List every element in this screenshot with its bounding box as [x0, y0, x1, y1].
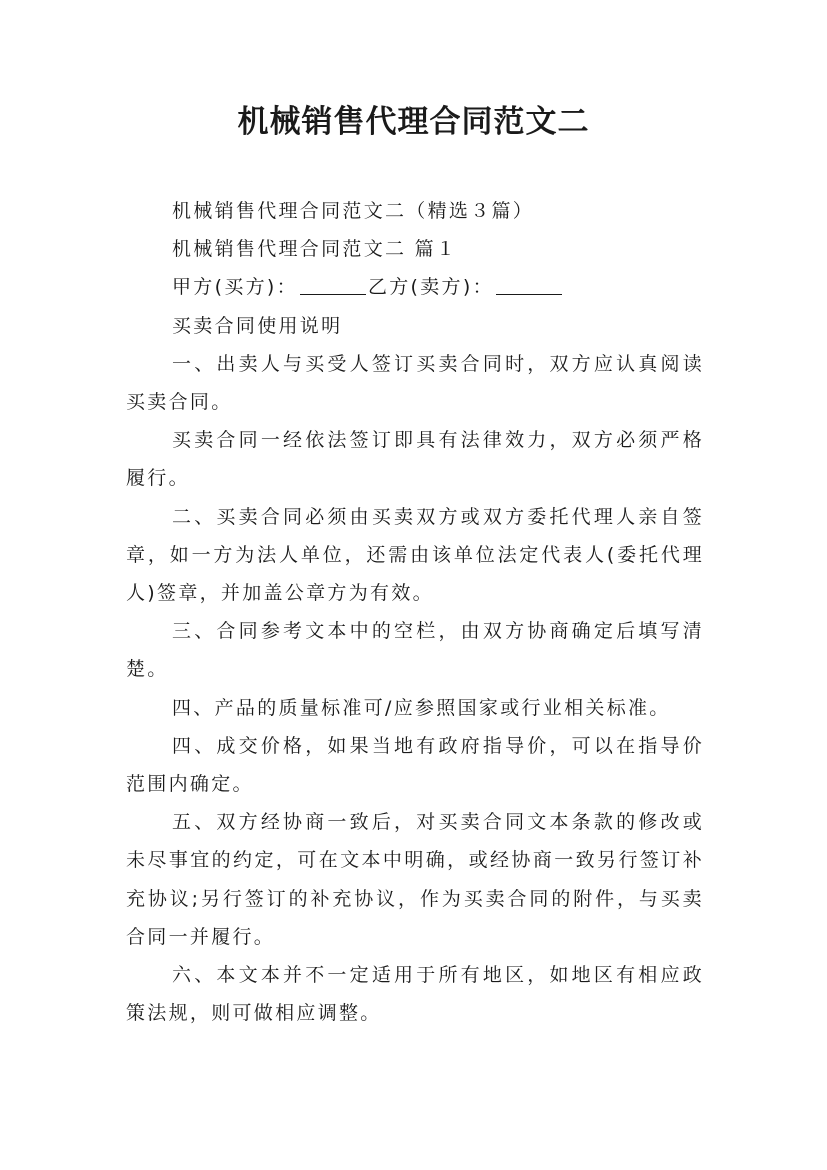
- paragraph-3: 二、买卖合同必须由买卖双方或双方委托代理人亲自签章，如一方为法人单位，还需由该单位法定代表人(委托代理人)签章，并加盖公章方为有效。: [126, 505, 704, 605]
- section-heading: 机械销售代理合同范文二 篇１: [172, 238, 458, 261]
- document-body: [126, 192, 704, 1032]
- paragraph-2: 买卖合同一经依法签订即具有法律效力，双方必须严格履行。: [126, 429, 704, 490]
- paragraph-7: 五、双方经协商一致后，对买卖合同文本条款的修改或未尽事宜的约定，可在文本中明确，或经协商一致另行签订补充协议;另行签订的补充协议，作为买卖合同的附件，与买卖合同一并履行。: [126, 811, 704, 948]
- paragraph-4: 三、合同参考文本中的空栏，由双方协商确定后填写清楚。: [126, 620, 704, 681]
- party-b-blank: [496, 276, 562, 295]
- party-b-label: 乙方(卖方)：: [367, 276, 494, 299]
- usage-heading: 买卖合同使用说明: [172, 314, 343, 337]
- party-a-blank: [300, 276, 366, 295]
- paragraph-1: 一、出卖人与买受人签订买卖合同时，双方应认真阅读买卖合同。: [126, 352, 704, 414]
- party-a-label: 甲方(买方)：: [172, 276, 298, 299]
- paragraph-8: 六、本文本并不一定适用于所有地区，如地区有相应政策法规，则可做相应调整。: [126, 964, 704, 1025]
- document-subtitle: 机械销售代理合同范文二（精选３篇）: [172, 200, 535, 222]
- document-title: 机械销售代理合同范文二: [237, 104, 590, 140]
- parties-line: [126, 268, 704, 306]
- paragraph-6: 四、成交价格，如果当地有政府指导价，可以在指导价范围内确定。: [126, 734, 704, 796]
- paragraph-5: 四、产品的质量标准可/应参照国家或行业相关标准。: [172, 696, 671, 719]
